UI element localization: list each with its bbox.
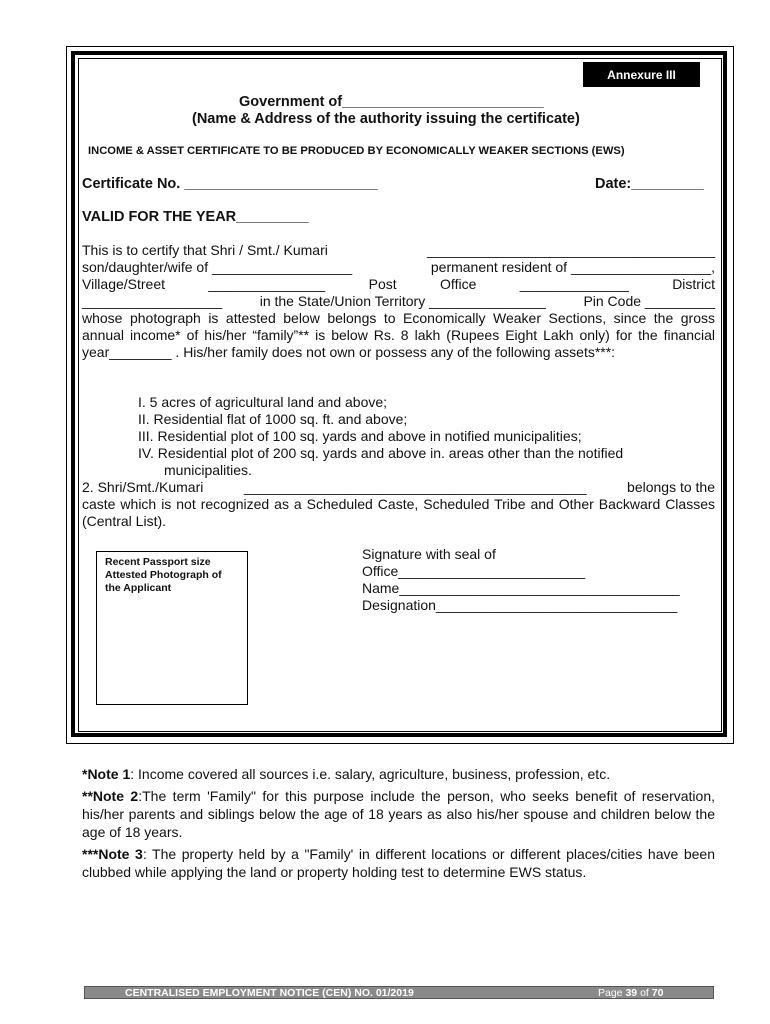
note-2 xyxy=(82,787,715,841)
certificate-title: INCOME & ASSET CERTIFICATE TO BE PRODUCED BY ECONOMICALLY WEAKER SECTIONS (EWS) xyxy=(88,145,625,157)
page-footer xyxy=(84,986,714,999)
name-blank: _____________________________________ xyxy=(426,242,715,258)
body-line-1 xyxy=(82,242,715,258)
valid-year: VALID FOR THE YEAR_________ xyxy=(82,209,309,225)
annexure-badge: Annexure III xyxy=(583,62,700,87)
body-line-2 xyxy=(82,259,715,275)
asset-item-2: II. Residential flat of 1000 sq. ft. and above; xyxy=(138,411,408,427)
district-label: District xyxy=(672,276,715,292)
state-blank: in the State/Union Territory _______________ xyxy=(259,293,546,309)
asset-item-1: I. 5 acres of agricultural land and above; xyxy=(138,394,388,410)
body-line-4 xyxy=(82,293,715,309)
asset-item-4: IV. Residential plot of 200 sq. yards and above in. areas other than the notified xyxy=(138,445,624,461)
caste-line-1 xyxy=(82,479,715,495)
of-word: of xyxy=(640,987,649,999)
notice-number: CENTRALISED EMPLOYMENT NOTICE (CEN) NO. 01/2019 xyxy=(125,987,414,999)
caste-name-blank: ____________________________________________ xyxy=(243,479,587,495)
relation-blank: son/daughter/wife of __________________ xyxy=(82,259,353,275)
caste-name-label: 2. Shri/Smt./Kumari xyxy=(82,479,204,495)
note-3-text: : The property held by a "Family' in different locations or different places/cities have been clubbed while applying the land or property holding test to determine EWS status. xyxy=(82,846,715,880)
body-line-1-text: This is to certify that Shri / Smt./ Kumari xyxy=(82,242,328,258)
post-office-blank: ______________ xyxy=(519,276,629,292)
signature-name: Name____________________________________ xyxy=(362,580,680,596)
note-1 xyxy=(82,765,715,783)
district-blank: __________________ xyxy=(82,293,223,309)
asset-item-3: III. Residential plot of 100 sq. yards and above in notified municipalities; xyxy=(138,428,582,444)
note-1-text: : Income covered all sources i.e. salary, agriculture, business, profession, etc. xyxy=(130,766,611,782)
photo-label: Recent Passport size Attested Photograph of the Applicant xyxy=(105,556,222,594)
note-3 xyxy=(82,845,715,881)
asset-item-4-cont: municipalities. xyxy=(164,462,252,478)
government-line: Government of_________________________ xyxy=(239,94,544,110)
income-paragraph: whose photograph is attested below belongs to Economically Weaker Sections, since the gross annual income* of his/her “family”** is below Rs. 8 lakh (Rupees Eight Lakh only) for the financial year________ . His/her family does not own or possess any of the following assets***: xyxy=(82,310,715,360)
note-1-label: *Note 1 xyxy=(82,766,131,782)
signature-seal: Signature with seal of xyxy=(362,546,496,562)
village-label: Village/Street xyxy=(82,276,166,292)
office-label: Office xyxy=(440,276,477,292)
certificate-number: Certificate No. ________________________ xyxy=(82,176,378,192)
caste-paragraph: caste which is not recognized as a Scheduled Caste, Scheduled Tribe and Other Backward Classes (Central List). xyxy=(82,496,715,529)
page-number: 39 xyxy=(625,987,638,999)
note-2-label: **Note 2 xyxy=(82,788,139,804)
certificate-date: Date:_________ xyxy=(595,176,704,192)
post-label: Post xyxy=(368,276,397,292)
body-line-3 xyxy=(82,276,715,292)
signature-designation: Designation_______________________________ xyxy=(362,597,678,613)
authority-line: (Name & Address of the authority issuing the certificate) xyxy=(192,111,580,127)
resident-blank: permanent resident of __________________, xyxy=(430,259,715,275)
village-blank: _______________ xyxy=(208,276,326,292)
caste-belongs-label: belongs to the xyxy=(627,479,715,495)
page-total: 70 xyxy=(651,987,664,999)
page-word: Page xyxy=(598,987,623,999)
note-2-text: :The term 'Family" for this purpose include the person, who seeks benefit of reservation, his/her parents and siblings below the age of 18 years as also his/her spouse and children below the age of 18 years. xyxy=(82,788,716,840)
photo-box xyxy=(96,551,248,705)
pin-code-blank: Pin Code _________ xyxy=(583,293,715,309)
signature-office: Office________________________ xyxy=(362,563,586,579)
page-indicator xyxy=(598,987,663,999)
note-3-label: ***Note 3 xyxy=(82,846,143,862)
